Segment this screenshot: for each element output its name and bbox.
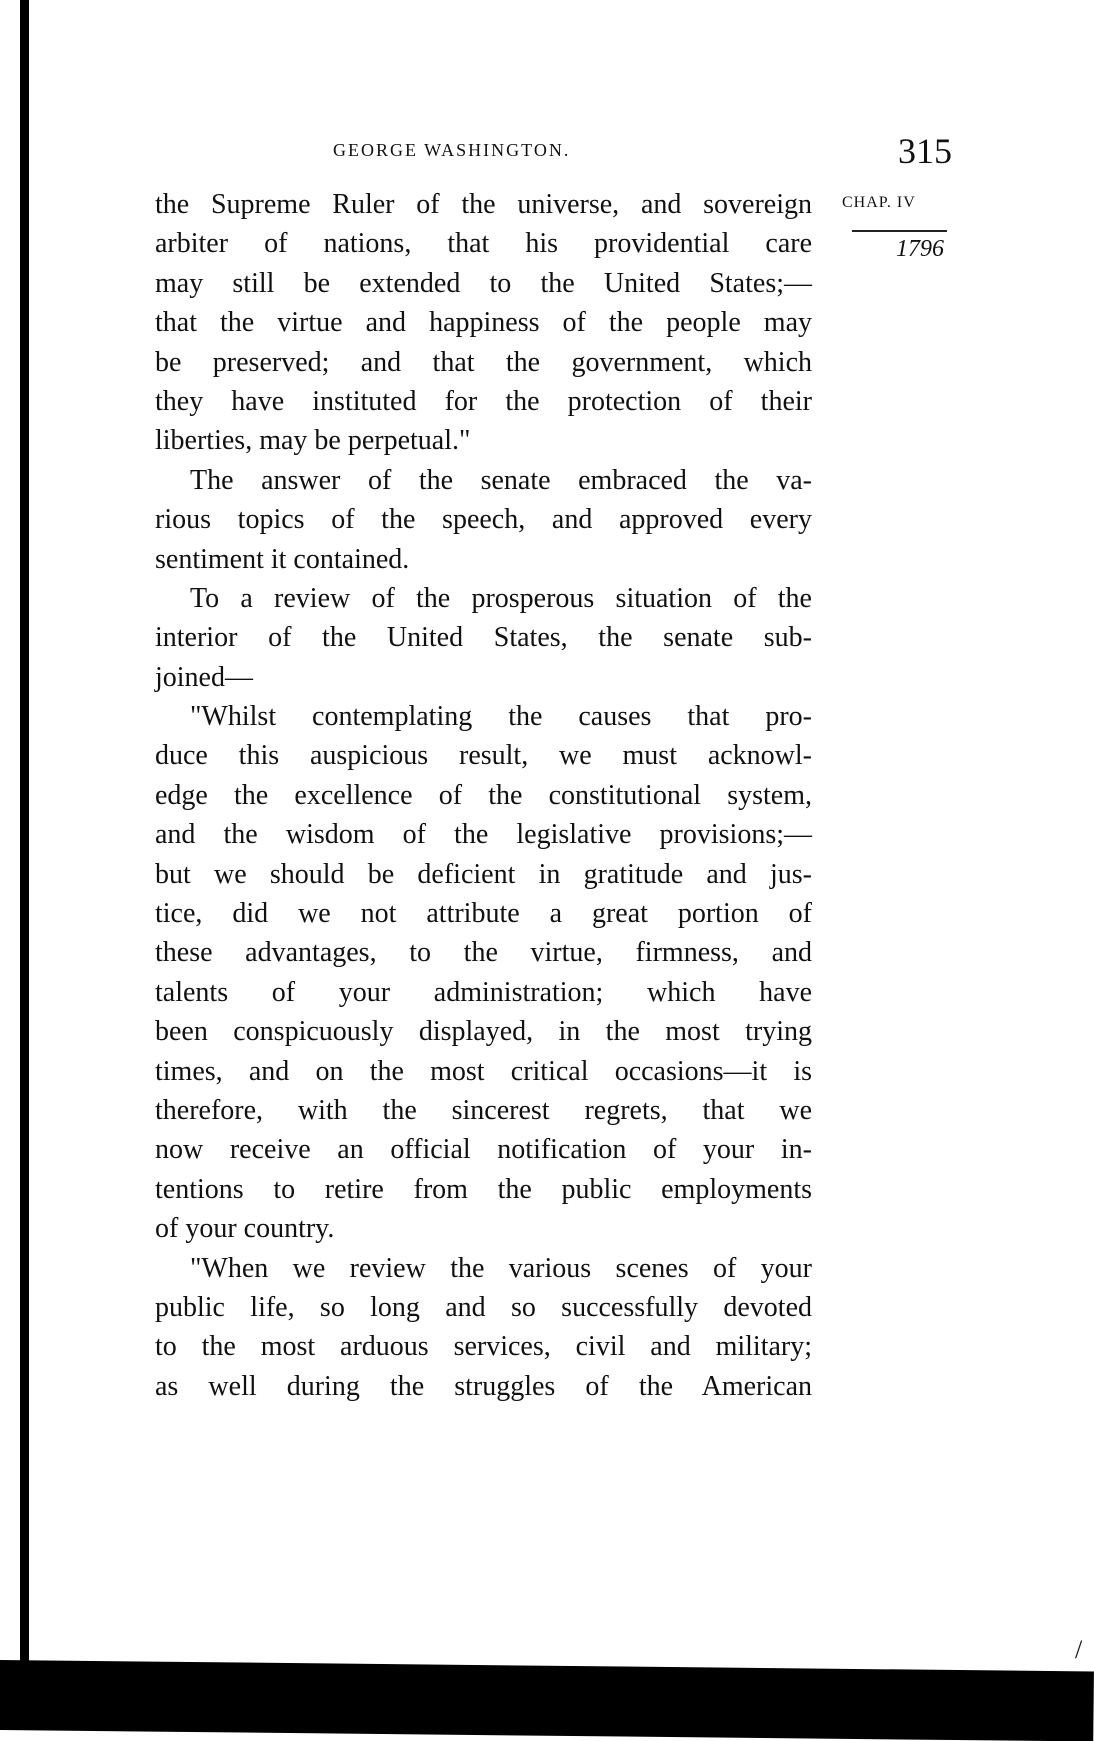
text-line: tice, did we not attribute a great portion of <box>155 898 812 930</box>
running-head: GEORGE WASHINGTON. <box>333 140 571 160</box>
text-line: as well during the struggles of the American <box>155 1370 812 1402</box>
text-line: "When we review the various scenes of your <box>190 1252 812 1284</box>
text-line: the Supreme Ruler of the universe, and sovereign <box>155 189 812 220</box>
text-line: liberties, may be perpetual." <box>155 425 471 457</box>
text-line: may still be extended to the United States;— <box>155 267 812 299</box>
text-line: The answer of the senate embraced the va- <box>190 464 812 496</box>
scan-bottom-edge <box>0 1660 1094 1741</box>
text-line: public life, so long and so successfully devoted <box>155 1291 812 1323</box>
body-text <box>155 185 812 1406</box>
text-line: that the virtue and happiness of the people may <box>155 307 812 339</box>
text-line: of your country. <box>155 1213 335 1245</box>
text-line: now receive an official notification of your in- <box>155 1134 812 1166</box>
text-line: talents of your administration; which have <box>155 976 812 1008</box>
text-line: edge the excellence of the constitutional system, <box>155 779 812 811</box>
margin-chapter: CHAP. IV <box>842 194 916 211</box>
margin-year: 1796 <box>896 236 944 262</box>
text-line: these advantages, to the virtue, firmness, and <box>155 937 812 969</box>
text-line: they have instituted for the protection of their <box>155 385 812 417</box>
margin-rule <box>852 230 947 232</box>
text-line: arbiter of nations, that his providential care <box>155 228 812 260</box>
text-line: To a review of the prosperous situation of the <box>190 582 812 614</box>
text-line: be preserved; and that the government, which <box>155 346 812 378</box>
text-line: duce this auspicious result, we must acknowl- <box>155 740 812 772</box>
text-line: and the wisdom of the legislative provisions;— <box>155 819 812 851</box>
text-line: times, and on the most critical occasions—it is <box>155 1055 812 1087</box>
text-line: tentions to retire from the public employments <box>155 1173 812 1205</box>
text-line: been conspicuously displayed, in the most trying <box>155 1016 812 1048</box>
text-line: "Whilst contemplating the causes that pro- <box>190 701 812 733</box>
text-line: therefore, with the sincerest regrets, that we <box>155 1094 812 1126</box>
text-line: rious topics of the speech, and approved every <box>155 504 812 536</box>
text-line: joined— <box>155 661 253 693</box>
page-number: 315 <box>898 131 952 171</box>
scan-binding-edge <box>20 0 29 1700</box>
text-line: to the most arduous services, civil and military; <box>155 1331 812 1363</box>
scan-mark: / <box>1075 1635 1083 1664</box>
text-line: but we should be deficient in gratitude and jus- <box>155 858 812 890</box>
text-line: interior of the United States, the senate sub- <box>155 622 812 654</box>
text-line: sentiment it contained. <box>155 543 410 575</box>
